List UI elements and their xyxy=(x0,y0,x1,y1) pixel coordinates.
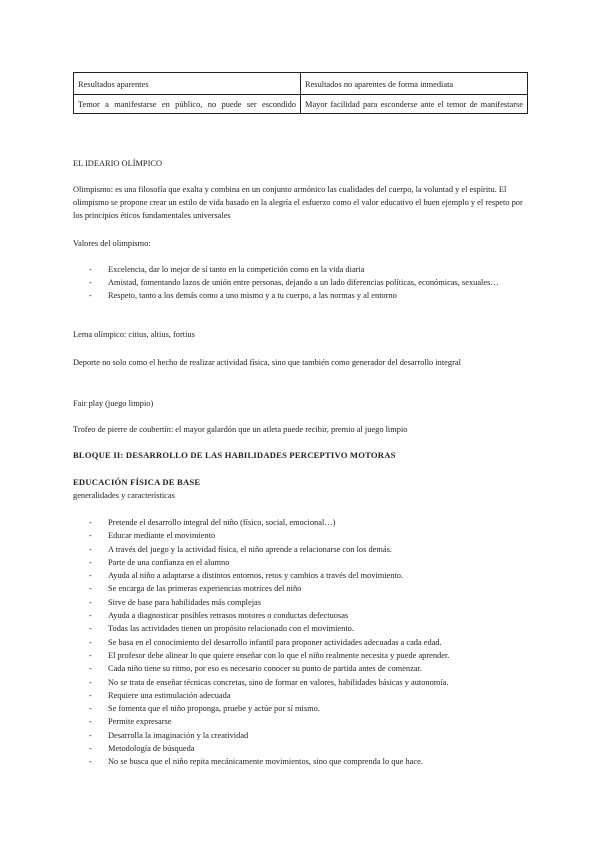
list-item: - Se fomenta que el niño proponga, pruebe y actúe por sí mismo. xyxy=(73,702,528,715)
sport-paragraph: Deporte no solo como el hecho de realizar actividad física, sino que también como generador del desarrollo integral xyxy=(73,358,461,367)
list-item: - Respeto, tanto a los demás como a uno mismo y a tu cuerpo, a las normas y al entorno xyxy=(73,289,528,302)
list-item: - Metodología de búsqueda xyxy=(73,742,528,755)
list-item: - Permite expresarse xyxy=(73,715,528,728)
table-header-apparent: Resultados aparentes xyxy=(74,73,301,95)
list-item: - Se basa en el conocimiento del desarrollo infantil para proponer actividades adecuadas a cada edad. xyxy=(73,636,528,649)
results-table xyxy=(73,72,528,114)
list-item: - No se trata de enseñar técnicas concretas, sino de formar en valores, habilidades básicas y autonomía. xyxy=(73,676,528,689)
list-item: - Parte de una confianza en el alumno xyxy=(73,556,528,569)
list-item: - Requiere una estimulación adecuada xyxy=(73,689,528,702)
list-item: - Se encarga de las primeras experiencias motrices del niño xyxy=(73,582,528,595)
table-header-row xyxy=(74,73,528,95)
ideario-title: EL IDEARIO OLÍMPICO xyxy=(73,159,163,168)
list-item: - Pretende el desarrollo integral del niño (físico, social, emocional…) xyxy=(73,516,528,529)
list-item: - Amistad, fomentando lazos de unión entre personas, dejando a un lado diferencias políticas, económicas, sexuales… xyxy=(73,276,528,289)
list-item: - Educar mediante el movimiento xyxy=(73,529,528,542)
section-subsubtitle: generalidades y características xyxy=(73,491,175,500)
fair-play: Fair play (juego limpio) xyxy=(73,399,154,408)
list-item: - Excelencia, dar lo mejor de sí tanto en la competición como en la vida diaria xyxy=(73,263,528,276)
olympic-motto: Lema olímpico: citius, altius, fortius xyxy=(73,330,195,339)
list-item: - El profesor debe alinear lo que quiere enseñar con lo que el niño realmente necesita y puede aprender. xyxy=(73,649,528,662)
table-cell-apparent: Temor a manifestarse en público, no puede ser escondido xyxy=(74,95,301,114)
list-item: - Todas las actividades tienen un propósito relacionado con el movimiento. xyxy=(73,622,528,635)
list-item: - Ayuda al niño a adaptarse a distintos entornos, retos y cambios a través del movimiento. xyxy=(73,569,528,582)
table-row xyxy=(74,95,528,114)
table-header-not-apparent: Resultados no aparentes de forma inmediata xyxy=(301,73,528,95)
list-item: - Ayuda a diagnosticar posibles retrasos motores o conductas defectuosas xyxy=(73,609,528,622)
bloque-title: BLOQUE II: DESARROLLO DE LAS HABILIDADES PERCEPTIVO MOTORAS xyxy=(73,450,396,460)
list-item: - Desarrolla la imaginación y la creatividad xyxy=(73,729,528,742)
olimpismo-definition: Olimpismo: es una filosofía que exalta y combina en un conjunto armónico las cualidades del cuerpo, la voluntad y el espíritu. El olimpismo se propone crear un estilo de vida basado en la alegría el esfuerzo como el valor educativo el buen ejemplo y el respeto por los principios éticos fundamentales universales xyxy=(73,185,523,220)
section-subtitle: EDUCACIÓN FÍSICA DE BASE xyxy=(73,477,201,487)
values-list xyxy=(73,263,528,302)
characteristics-list xyxy=(73,516,528,769)
list-item: - Cada niño tiene su ritmo, por eso es necesario conocer su punto de partida antes de comenzar. xyxy=(73,662,528,675)
list-item: - No se busca que el niño repita mecánicamente movimientos, sino que comprenda lo que hace. xyxy=(73,755,528,768)
list-item: - A través del juego y la actividad física, el niño aprende a relacionarse con los demás. xyxy=(73,543,528,556)
table-cell-not-apparent: Mayor facilidad para esconderse ante el temor de manifestarse xyxy=(301,95,528,114)
values-title: Valores del olimpismo: xyxy=(73,239,151,248)
list-item: - Sirve de base para habilidades más complejas xyxy=(73,596,528,609)
coubertin-trophy: Trofeo de pierre de coubertín: el mayor galardón que un atleta puede recibir, premio al juego limpio xyxy=(73,425,408,434)
